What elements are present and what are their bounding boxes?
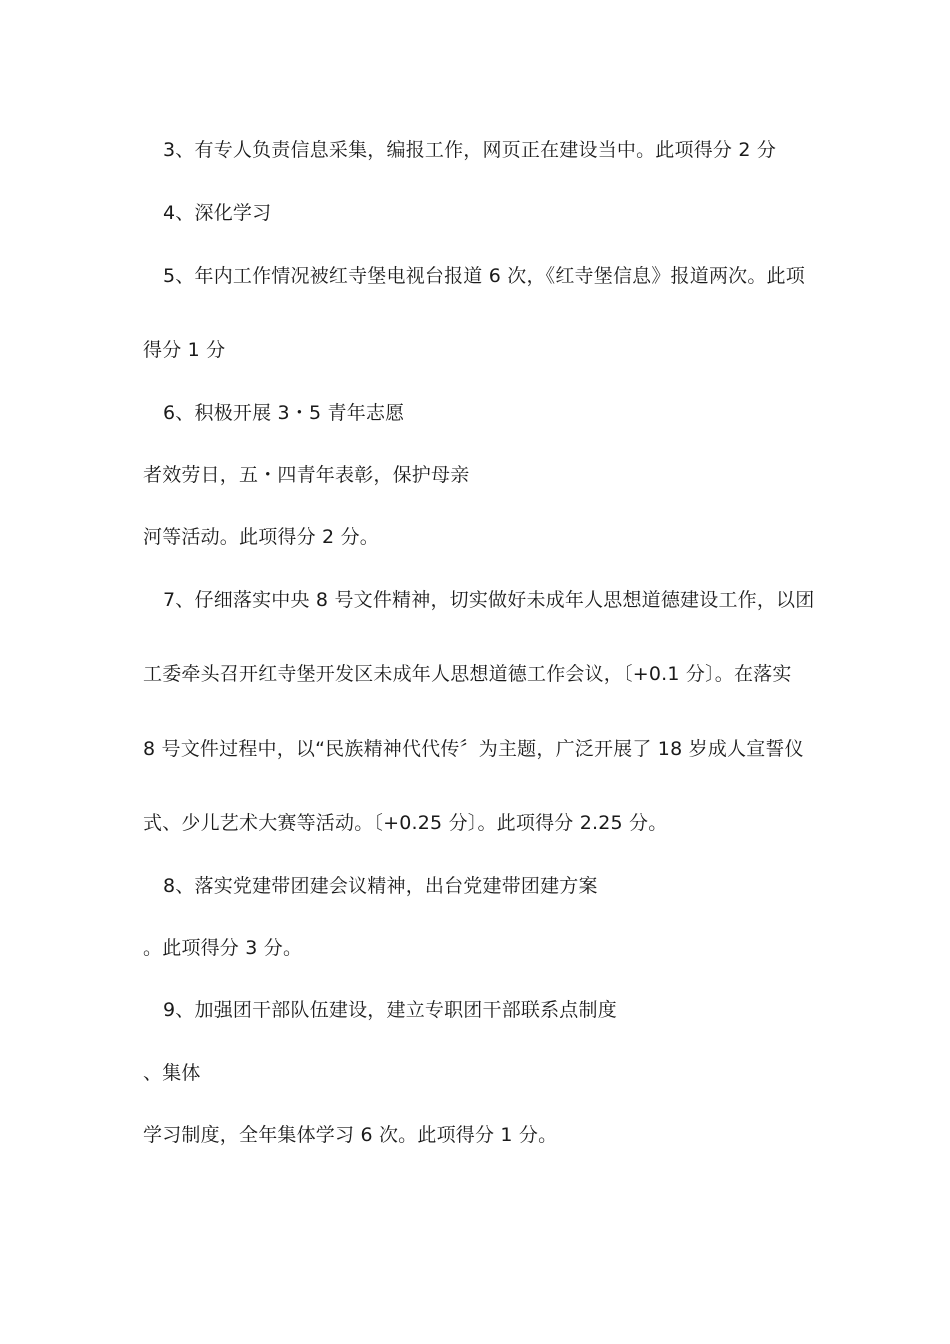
paragraph-item-9-continuation-1: 、集体 — [143, 1062, 201, 1084]
paragraph-item-7-continuation-1: 工委牵头召开红寺堡开发区未成年人思想道德工作会议，〔+0.1 分〕。在落实 — [143, 663, 792, 685]
paragraph-item-9-continuation-2: 学习制度，全年集体学习 6 次。此项得分 1 分。 — [143, 1124, 558, 1146]
paragraph-item-6-continuation-2: 河等活动。此项得分 2 分。 — [143, 526, 379, 548]
paragraph-item-7-continuation-3: 式、少儿艺术大赛等活动。〔+0.25 分〕。此项得分 2.25 分。 — [143, 812, 668, 834]
paragraph-item-6: 6、积极开展 3・5 青年志愿 — [163, 402, 405, 424]
paragraph-item-5: 5、年内工作情况被红寺堡电视台报道 6 次，《红寺堡信息》报道两次。此项 — [163, 265, 805, 287]
paragraph-item-7-continuation-2: 8 号文件过程中，以“民族精神代代传〞为主题，广泛开展了 18 岁成人宣誓仪 — [143, 738, 804, 760]
paragraph-item-9: 9、加强团干部队伍建设，建立专职团干部联系点制度 — [163, 999, 617, 1021]
paragraph-item-4: 4、深化学习 — [163, 202, 272, 224]
paragraph-item-5-continuation: 得分 1 分 — [143, 339, 226, 361]
paragraph-item-3: 3、有专人负责信息采集，编报工作，网页正在建设当中。此项得分 2 分 — [163, 139, 777, 161]
paragraph-item-8: 8、落实党建带团建会议精神，出台党建带团建方案 — [163, 875, 598, 897]
paragraph-item-6-continuation-1: 者效劳日，五・四青年表彰，保护母亲 — [143, 464, 470, 486]
paragraph-item-7: 7、仔细落实中央 8 号文件精神，切实做好未成年人思想道德建设工作，以团 — [163, 589, 815, 611]
paragraph-item-8-continuation: 。此项得分 3 分。 — [143, 937, 303, 959]
